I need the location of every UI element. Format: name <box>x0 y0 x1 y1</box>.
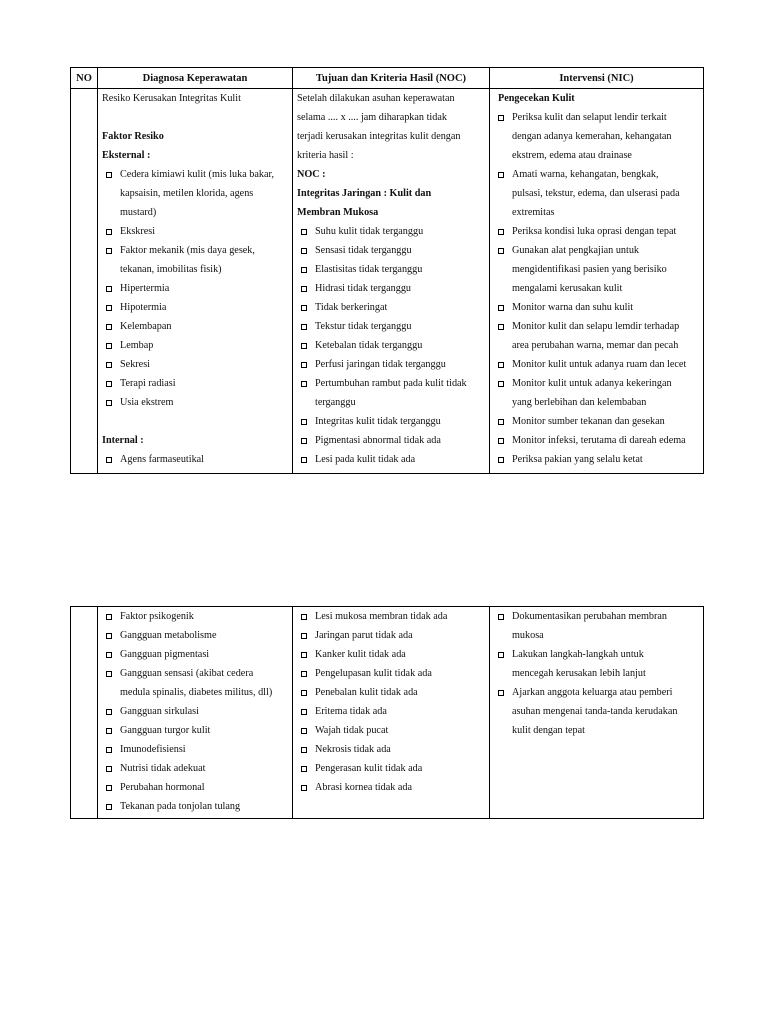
care-plan-table-page-2 <box>70 606 704 819</box>
list-item: Ketebalan tidak terganggu <box>297 336 485 355</box>
list-item-continuation: tekanan, imobilitas fisik) <box>120 264 222 275</box>
no-cell <box>71 607 98 819</box>
tujuan-intro: Setelah dilakukan asuhan keperawatan <box>297 93 455 104</box>
list-item: Agens farmaseutikal <box>102 450 288 469</box>
list-item: Perfusi jaringan tidak terganggu <box>297 355 485 374</box>
list-item: Tekstur tidak terganggu <box>297 317 485 336</box>
table-header-row <box>71 68 704 89</box>
list-item: Hipotermia <box>102 298 288 317</box>
header-intervensi: Intervensi (NIC) <box>490 68 704 89</box>
list-item: Sensasi tidak terganggu <box>297 241 485 260</box>
list-item-continuation: mencegah kerusakan lebih lanjut <box>512 668 646 679</box>
list-item: Sekresi <box>102 355 288 374</box>
list-item-continuation: extremitas <box>512 207 555 218</box>
list-item-continuation: medula spinalis, diabetes militus, dll) <box>120 687 273 698</box>
tujuan-cell <box>293 89 490 474</box>
diagnosa-cell <box>98 89 293 474</box>
list-item: Monitor infeksi, terutama di dareah edema <box>494 431 699 450</box>
list-item: Lesi mukosa membran tidak ada <box>297 607 485 626</box>
intervensi-cell <box>490 607 704 819</box>
list-item: Terapi radiasi <box>102 374 288 393</box>
internal-heading: Internal : <box>102 435 144 446</box>
diagnosa-title: Resiko Kerusakan Integritas Kulit <box>102 93 241 104</box>
list-item: Integritas kulit tidak terganggu <box>297 412 485 431</box>
list-item: Gangguan turgor kulit <box>102 721 288 740</box>
header-diagnosa: Diagnosa Keperawatan <box>98 68 293 89</box>
noc-heading: NOC : <box>297 169 326 180</box>
list-item: Gangguan metabolisme <box>102 626 288 645</box>
eksternal-heading: Eksternal : <box>102 150 151 161</box>
care-plan-table-page-1 <box>70 67 704 474</box>
list-item: Periksa pakian yang selalu ketat <box>494 450 699 469</box>
list-item: Cedera kimiawi kulit (mis luka bakar, <box>102 165 288 184</box>
header-tujuan: Tujuan dan Kriteria Hasil (NOC) <box>293 68 490 89</box>
list-item: Amati warna, kehangatan, bengkak, <box>494 165 699 184</box>
list-item: Periksa kulit dan selaput lendir terkait <box>494 108 699 127</box>
faktor-resiko-heading: Faktor Resiko <box>102 131 164 142</box>
list-item: Suhu kulit tidak terganggu <box>297 222 485 241</box>
list-item: Monitor sumber tekanan dan gesekan <box>494 412 699 431</box>
list-item: Gangguan sirkulasi <box>102 702 288 721</box>
list-item: Abrasi kornea tidak ada <box>297 778 485 797</box>
list-item-continuation: dengan adanya kemerahan, kehangatan <box>512 131 672 142</box>
list-item: Eritema tidak ada <box>297 702 485 721</box>
list-item-continuation: kapsaisin, metilen klorida, agens <box>120 188 254 199</box>
list-item: Pengelupasan kulit tidak ada <box>297 664 485 683</box>
list-item: Tekanan pada tonjolan tulang <box>102 797 288 816</box>
diagnosa-cell <box>98 607 293 819</box>
list-item-continuation: mustard) <box>120 207 157 218</box>
list-item: Imunodefisiensi <box>102 740 288 759</box>
table-row <box>71 607 704 819</box>
list-item: Gunakan alat pengkajian untuk <box>494 241 699 260</box>
list-item: Pertumbuhan rambut pada kulit tidak <box>297 374 485 393</box>
list-item: Lembap <box>102 336 288 355</box>
list-item: Wajah tidak pucat <box>297 721 485 740</box>
list-item: Pigmentasi abnormal tidak ada <box>297 431 485 450</box>
tujuan-intro: terjadi kerusakan integritas kulit dengan <box>297 131 461 142</box>
pengecekan-kulit-heading: Pengecekan Kulit <box>498 93 575 104</box>
list-item-continuation: ekstrem, edema atau drainase <box>512 150 632 161</box>
list-item-continuation: asuhan mengenai tanda-tanda kerudakan <box>512 706 678 717</box>
list-item: Monitor kulit dan selapu lemdir terhadap <box>494 317 699 336</box>
list-item: Penebalan kulit tidak ada <box>297 683 485 702</box>
list-item: Gangguan sensasi (akibat cedera <box>102 664 288 683</box>
list-item-continuation: yang berlebihan dan kelembaban <box>512 397 647 408</box>
list-item: Periksa kondisi luka oprasi dengan tepat <box>494 222 699 241</box>
list-item: Monitor kulit untuk adanya ruam dan lecet <box>494 355 699 374</box>
intervensi-cell <box>490 89 704 474</box>
list-item: Hipertermia <box>102 279 288 298</box>
tujuan-cell <box>293 607 490 819</box>
list-item: Nutrisi tidak adekuat <box>102 759 288 778</box>
list-item: Ajarkan anggota keluarga atau pemberi <box>494 683 699 702</box>
table-row <box>71 89 704 474</box>
list-item: Gangguan pigmentasi <box>102 645 288 664</box>
list-item: Faktor mekanik (mis daya gesek, <box>102 241 288 260</box>
list-item: Jaringan parut tidak ada <box>297 626 485 645</box>
list-item-continuation: mengalami kerusakan kulit <box>512 283 623 294</box>
list-item: Kanker kulit tidak ada <box>297 645 485 664</box>
list-item-continuation: pulsasi, tekstur, edema, dan ulserasi pada <box>512 188 680 199</box>
list-item: Monitor kulit untuk adanya kekeringan <box>494 374 699 393</box>
list-item-continuation: area perubahan warna, memar dan pecah <box>512 340 679 351</box>
noc-subheading: Membran Mukosa <box>297 207 379 218</box>
tujuan-intro: selama .... x .... jam diharapkan tidak <box>297 112 447 123</box>
list-item-continuation: mukosa <box>512 630 544 641</box>
list-item: Lakukan langkah-langkah untuk <box>494 645 699 664</box>
list-item: Perubahan hormonal <box>102 778 288 797</box>
list-item-continuation: mengidentifikasi pasien yang berisiko <box>512 264 667 275</box>
list-item: Kelembapan <box>102 317 288 336</box>
header-no: NO <box>71 68 98 89</box>
list-item: Nekrosis tidak ada <box>297 740 485 759</box>
tujuan-intro: kriteria hasil : <box>297 150 354 161</box>
list-item: Faktor psikogenik <box>102 607 288 626</box>
list-item: Pengerasan kulit tidak ada <box>297 759 485 778</box>
list-item-continuation: kulit dengan tepat <box>512 725 585 736</box>
list-item: Lesi pada kulit tidak ada <box>297 450 485 469</box>
list-item: Monitor warna dan suhu kulit <box>494 298 699 317</box>
list-item: Ekskresi <box>102 222 288 241</box>
list-item: Usia ekstrem <box>102 393 288 412</box>
list-item: Hidrasi tidak terganggu <box>297 279 485 298</box>
no-cell <box>71 89 98 474</box>
noc-subheading: Integritas Jaringan : Kulit dan <box>297 188 432 199</box>
list-item: Tidak berkeringat <box>297 298 485 317</box>
list-item-continuation: terganggu <box>315 397 356 408</box>
list-item: Elastisitas tidak terganggu <box>297 260 485 279</box>
list-item: Dokumentasikan perubahan membran <box>494 607 699 626</box>
